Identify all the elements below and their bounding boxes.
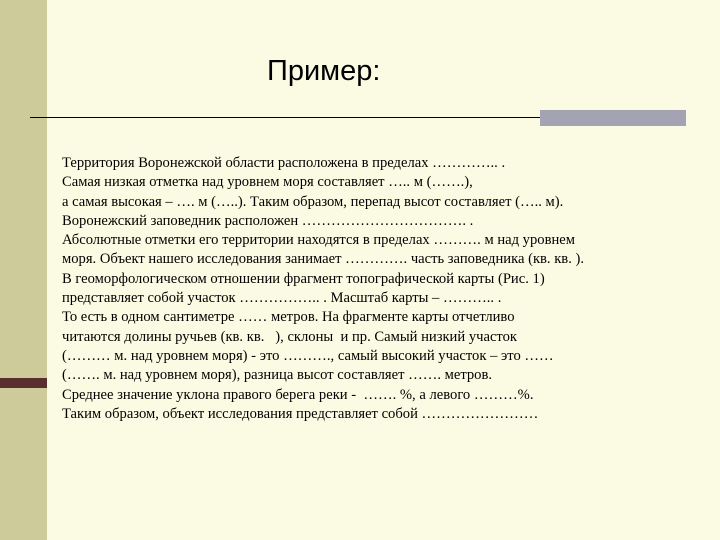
body-line: Среднее значение уклона правого берега реки - ……. %, а левого ………%. <box>62 386 534 403</box>
body-line: Воронежский заповедник расположен ……………………………. . <box>62 212 474 229</box>
body-line: а самая высокая – …. м (…..). Таким образом, перепад высот составляет (….. м). <box>62 193 564 210</box>
slide-title: Пример: <box>267 55 381 87</box>
body-line: (……… м. над уровнем моря) - это ………., самый высокий участок – это …… <box>62 347 554 364</box>
body-line: Таким образом, объект исследования представляет собой …………………… <box>62 405 539 422</box>
slide-body <box>62 154 712 424</box>
body-line: То есть в одном сантиметре …… метров. На фрагменте карты отчетливо <box>62 309 515 326</box>
body-line: читаются долины ручьев (кв. кв. ), склоны и пр. Самый низкий участок <box>62 328 517 345</box>
body-line: (……. м. над уровнем моря), разница высот составляет ……. метров. <box>62 367 493 384</box>
body-line: моря. Объект нашего исследования занимает …………. часть заповедника (кв. кв. ). <box>62 251 585 268</box>
title-divider-block <box>540 110 686 126</box>
body-line: В геоморфологическом отношении фрагмент топографической карты (Рис. 1) <box>62 270 545 287</box>
body-line: представляет собой участок …………….. . Масштаб карты – ……….. . <box>62 290 502 307</box>
left-decorative-band <box>0 0 47 540</box>
body-line: Абсолютные отметки его территории находятся в пределах ………. м над уровнем <box>62 232 575 249</box>
body-line: Территория Воронежской области расположена в пределах ………….. . <box>62 155 506 171</box>
body-line: Самая низкая отметка над уровнем моря составляет ….. м (…….), <box>62 174 473 191</box>
left-band-accent <box>0 378 47 388</box>
